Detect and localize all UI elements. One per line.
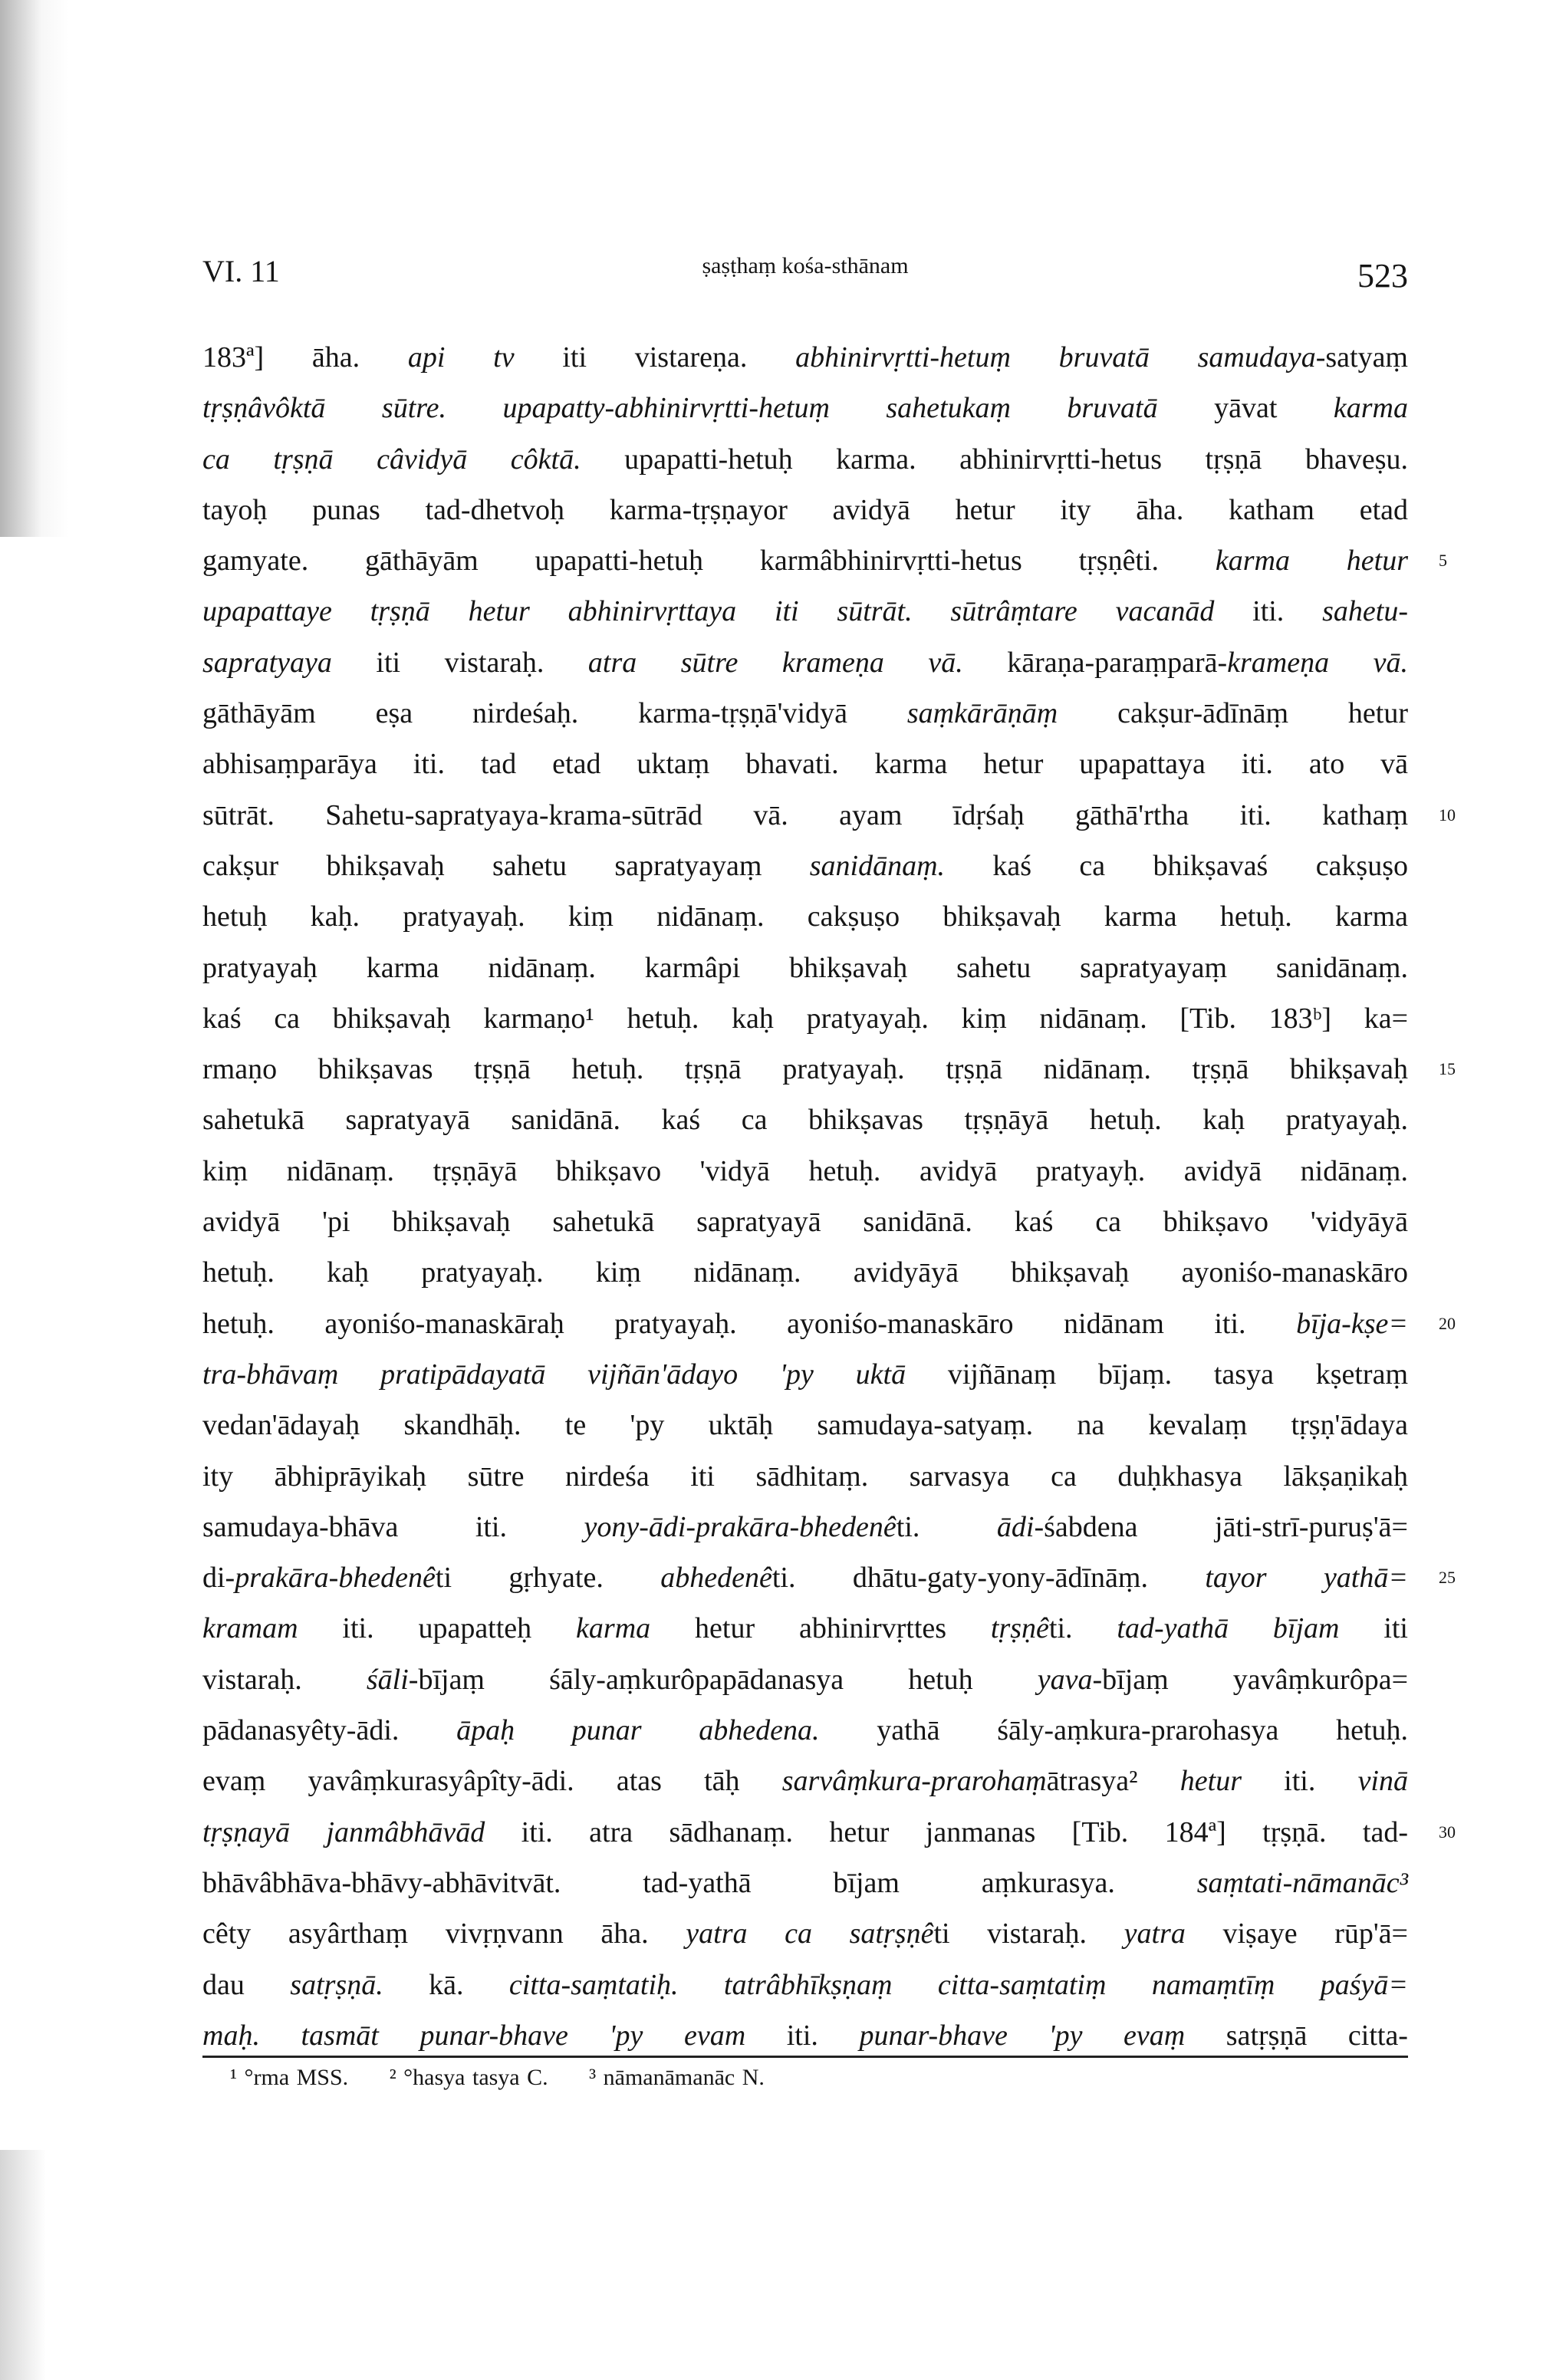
- text-line: [202, 2010, 1408, 2061]
- text-segment: yāvat: [1157, 392, 1334, 425]
- main-text: [202, 332, 1456, 2061]
- text-segment: upapatti-hetuḥ karma. abhinirvṛtti-hetus tṛṣṇā bhaveṣu.: [581, 443, 1408, 476]
- footnote-3: ³ nāmanāmanāc N.: [589, 2065, 765, 2090]
- text-segment: viṣaye rūp'ā=: [1185, 1917, 1408, 1950]
- italic-text-segment: upapattaye tṛṣṇā hetur abhinirvṛttaya iti sūtrāt. sūtrâṃtare vacanād: [202, 595, 1215, 628]
- footnote-1: ¹ °rma MSS.: [230, 2065, 349, 2090]
- text-segment: kāraṇa-paraṃparā-: [962, 646, 1228, 679]
- text-segment: ti.: [1048, 1612, 1117, 1645]
- text-line: [202, 1654, 1408, 1705]
- text-segment: di-: [202, 1562, 235, 1595]
- text-line: [202, 1502, 1408, 1552]
- italic-text-segment: ca tṛṣṇā câvidyā côktā.: [202, 443, 581, 476]
- text-segment: samudaya-bhāva iti.: [202, 1510, 584, 1543]
- text-segment: hetuḥ. kaḥ pratyayaḥ. kiṃ nidānaṃ. avidyāyā bhikṣavaḥ ayoniśo-manaskāro: [202, 1256, 1408, 1289]
- text-segment: kā.: [383, 1968, 509, 2001]
- margin-line-number: 20: [1439, 1313, 1456, 1333]
- italic-text-segment: maḥ. tasmāt punar-bhave 'py evam: [202, 2019, 746, 2052]
- italic-text-segment: yatra: [1124, 1917, 1186, 1950]
- text-segment: vedan'ādayaḥ skandhāḥ. te 'py uktāḥ samudaya-satyaṃ. na kevalaṃ tṛṣṇ'ādaya: [202, 1409, 1408, 1442]
- text-segment: ti vistaraḥ.: [933, 1917, 1124, 1950]
- text-line: [202, 1807, 1456, 1858]
- scan-edge-shadow: [0, 0, 69, 537]
- italic-text-segment: tṛṣṇê: [990, 1612, 1049, 1645]
- text-segment: -bījaṃ yavâṃkurôpa=: [1092, 1663, 1409, 1696]
- text-line: [202, 1146, 1408, 1197]
- text-segment: gamyate. gāthāyām upapatti-hetuḥ karmâbhinirvṛtti-hetus tṛṣṇêti.: [202, 545, 1216, 578]
- text-line: [202, 1451, 1408, 1502]
- italic-text-segment: abhinirvṛtti-hetuṃ bruvatā samudaya: [795, 341, 1316, 374]
- text-segment: hetuḥ. ayoniśo-manaskāraḥ pratyayaḥ. ayoniśo-manaskāro nidānam iti.: [202, 1307, 1297, 1340]
- text-line: [202, 841, 1408, 891]
- text-segment: vistaraḥ.: [202, 1663, 367, 1696]
- text-segment: ti. dhātu-gaty-yony-ādīnāṃ.: [771, 1562, 1206, 1595]
- text-segment: hetur abhinirvṛttes: [650, 1612, 991, 1645]
- text-line: [202, 637, 1408, 688]
- text-segment: bhāvâbhāva-bhāvy-abhāvitvāt. tad-yathā bījam aṃkurasya.: [202, 1866, 1197, 1899]
- italic-text-segment: sarvâṃkura-prarohaṃ: [781, 1765, 1047, 1798]
- italic-text-segment: saṃtati-nāmanāc³: [1196, 1866, 1408, 1899]
- text-segment: -bījaṃ śāly-aṃkurôpapādanasya hetuḥ: [408, 1663, 1038, 1696]
- text-segment: tayoḥ punas tad-dhetvoḥ karma-tṛṣṇayor avidyā hetur ity āha. katham etad: [202, 493, 1408, 526]
- italic-text-segment: api tv: [407, 341, 515, 374]
- text-line: [202, 1858, 1408, 1908]
- italic-text-segment: citta-saṃtatiḥ. tatrâbhīkṣṇaṃ citta-saṃtatiṃ namaṃtīṃ paśyā=: [508, 1968, 1408, 2001]
- text-line: [202, 993, 1408, 1044]
- text-segment: iti.: [1214, 595, 1323, 628]
- text-segment: iti.: [745, 2019, 860, 2052]
- margin-line-number: 5: [1439, 551, 1447, 571]
- text-segment: iti vistaraḥ.: [331, 646, 588, 679]
- text-segment: pādanasyêty-ādi.: [202, 1714, 457, 1747]
- footnotes: [230, 2065, 798, 2091]
- italic-text-segment: tad-yathā bījam: [1117, 1612, 1340, 1645]
- text-line: [202, 1095, 1408, 1145]
- text-segment: ity ābhiprāyikaḥ sūtre nirdeśa iti sādhitaṃ. sarvasya ca duḥkhasya lākṣaṇikaḥ: [202, 1460, 1408, 1493]
- text-segment: cakṣur-ādīnāṃ hetur: [1058, 697, 1409, 730]
- margin-line-number: 10: [1439, 805, 1456, 825]
- text-line: [202, 1197, 1408, 1247]
- text-segment: hetuḥ kaḥ. pratyayaḥ. kiṃ nidānaṃ. cakṣuṣo bhikṣavaḥ karma hetuḥ. karma: [202, 900, 1408, 933]
- text-segment: -śabdena jāti-strī-puruṣ'ā=: [1034, 1510, 1408, 1543]
- italic-text-segment: kramam: [202, 1612, 298, 1645]
- text-line: [202, 1299, 1456, 1349]
- text-segment: rmaṇo bhikṣavas tṛṣṇā hetuḥ. tṛṣṇā pratyayaḥ. tṛṣṇā nidānaṃ. tṛṣṇā bhikṣavaḥ: [202, 1053, 1408, 1086]
- italic-text-segment: karma hetur: [1215, 545, 1408, 578]
- text-segment: 183ª] āha.: [202, 341, 408, 374]
- text-segment: iti vistareṇa.: [514, 341, 796, 374]
- italic-text-segment: saṃkārāṇāṃ: [906, 697, 1058, 730]
- text-line: [202, 1400, 1408, 1450]
- margin-line-number: 15: [1439, 1059, 1456, 1079]
- italic-text-segment: vinā: [1357, 1765, 1408, 1798]
- text-segment: abhisaṃparāya iti. tad etad uktaṃ bhavati. karma hetur upapattaya iti. ato vā: [202, 748, 1408, 781]
- text-line: [202, 1756, 1408, 1806]
- text-line: [202, 1908, 1408, 1959]
- text-segment: iti. upapatteḥ: [298, 1612, 577, 1645]
- text-segment: iti. atra sādhanaṃ. hetur janmanas [Tib. 184ª] tṛṣṇā. tad-: [485, 1815, 1408, 1848]
- text-line: [202, 1247, 1408, 1298]
- italic-text-segment: yony-ādi-prakāra-bhedenê: [584, 1510, 897, 1543]
- italic-text-segment: āpaḥ punar abhedena.: [456, 1714, 820, 1747]
- text-segment: -satyaṃ: [1315, 341, 1408, 374]
- footnote-rule: [202, 2056, 1408, 2058]
- text-segment: dau: [202, 1968, 291, 2001]
- italic-text-segment: abhedenê: [660, 1562, 772, 1595]
- text-line: [202, 1044, 1456, 1095]
- italic-text-segment: ādi: [996, 1510, 1035, 1543]
- text-segment: vijñānaṃ bījaṃ. tasya kṣetraṃ: [906, 1358, 1408, 1391]
- text-line: [202, 1603, 1408, 1654]
- running-title: ṣaṣṭhaṃ kośa-sthānam: [702, 253, 909, 278]
- text-segment: ātrasya²: [1046, 1765, 1180, 1798]
- text-line: [202, 1552, 1456, 1603]
- scan-edge-shadow-bottom: [0, 2150, 46, 2380]
- text-line: [202, 790, 1456, 841]
- text-segment: satṛṣṇā citta-: [1185, 2019, 1408, 2052]
- chapter-reference: VI. 11: [202, 254, 280, 288]
- text-line: [202, 688, 1408, 739]
- italic-text-segment: karma: [576, 1612, 651, 1645]
- margin-line-number: 30: [1439, 1822, 1456, 1842]
- text-line: [202, 1349, 1408, 1400]
- italic-text-segment: yatra ca satṛṣṇê: [686, 1917, 934, 1950]
- text-line: [202, 586, 1408, 637]
- text-segment: iti: [1339, 1612, 1408, 1645]
- italic-text-segment: tayor yathā=: [1205, 1562, 1409, 1595]
- text-segment: cêty asyârthaṃ vivṛṇvann āha.: [202, 1917, 686, 1950]
- text-segment: iti.: [1241, 1765, 1358, 1798]
- running-header: [202, 253, 1408, 299]
- text-segment: sahetukā sapratyayā sanidānā. kaś ca bhikṣavas tṛṣṇāyā hetuḥ. kaḥ pratyayaḥ.: [202, 1104, 1408, 1137]
- italic-text-segment: krameṇa vā.: [1227, 646, 1408, 679]
- text-segment: yathā śāly-aṃkura-prarohasya hetuḥ.: [819, 1714, 1408, 1747]
- text-segment: ti gṛhyate.: [435, 1562, 661, 1595]
- text-line: [202, 383, 1408, 433]
- italic-text-segment: tra-bhāvaṃ pratipādayatā vijñān'ādayo 'py uktā: [202, 1358, 906, 1391]
- italic-text-segment: yava: [1037, 1663, 1093, 1696]
- text-line: [202, 891, 1408, 942]
- text-segment: ti.: [896, 1510, 997, 1543]
- italic-text-segment: bīja-kṣe=: [1296, 1307, 1408, 1340]
- italic-text-segment: karma: [1333, 392, 1408, 425]
- italic-text-segment: sapratyaya: [202, 646, 332, 679]
- text-line: [202, 332, 1408, 383]
- text-segment: evaṃ yavâṃkurasyâpîty-ādi. atas tāḥ: [202, 1765, 782, 1798]
- italic-text-segment: tṛṣṇayā janmâbhāvād: [202, 1815, 485, 1848]
- footnote-2: ² °hasya tasya C.: [389, 2065, 548, 2090]
- text-segment: kiṃ nidānaṃ. tṛṣṇāyā bhikṣavo 'vidyā hetuḥ. avidyā pratyayḥ. avidyā nidānaṃ.: [202, 1154, 1408, 1187]
- text-line: [202, 739, 1408, 789]
- text-segment: sūtrāt. Sahetu-sapratyaya-krama-sūtrād vā. ayam īdṛśaḥ gāthā'rtha iti. kathaṃ: [202, 798, 1408, 831]
- italic-text-segment: tṛṣṇâvôktā sūtre. upapatty-abhinirvṛtti-hetuṃ sahetukaṃ bruvatā: [202, 392, 1158, 425]
- page-number: 523: [1357, 257, 1408, 295]
- text-line: [202, 535, 1447, 586]
- italic-text-segment: sanidānaṃ.: [809, 849, 946, 882]
- italic-text-segment: prakāra-bhedenê: [235, 1562, 436, 1595]
- text-segment: avidyā 'pi bhikṣavaḥ sahetukā sapratyayā sanidānā. kaś ca bhikṣavo 'vidyāyā: [202, 1206, 1408, 1239]
- text-line: [202, 434, 1408, 485]
- text-line: [202, 485, 1408, 535]
- text-segment: pratyayaḥ karma nidānaṃ. karmâpi bhikṣavaḥ sahetu sapratyayaṃ sanidānaṃ.: [202, 951, 1408, 984]
- margin-line-number: 25: [1439, 1568, 1456, 1588]
- text-segment: gāthāyām eṣa nirdeśaḥ. karma-tṛṣṇā'vidyā: [202, 697, 907, 730]
- italic-text-segment: hetur: [1179, 1765, 1242, 1798]
- italic-text-segment: śāli: [366, 1663, 409, 1696]
- italic-text-segment: atra sūtre krameṇa vā.: [587, 646, 963, 679]
- italic-text-segment: sahetu-: [1322, 595, 1408, 628]
- italic-text-segment: satṛṣṇā.: [290, 1968, 383, 2001]
- italic-text-segment: punar-bhave 'py evaṃ: [859, 2019, 1186, 2052]
- text-line: [202, 943, 1408, 993]
- text-segment: cakṣur bhikṣavaḥ sahetu sapratyayaṃ: [202, 849, 810, 882]
- text-line: [202, 1960, 1408, 2010]
- text-line: [202, 1705, 1408, 1756]
- text-segment: kaś ca bhikṣavaḥ karmaṇo¹ hetuḥ. kaḥ pratyayaḥ. kiṃ nidānaṃ. [Tib. 183ᵇ] ka=: [202, 1002, 1408, 1035]
- text-segment: kaś ca bhikṣavaś cakṣuṣo: [945, 849, 1408, 882]
